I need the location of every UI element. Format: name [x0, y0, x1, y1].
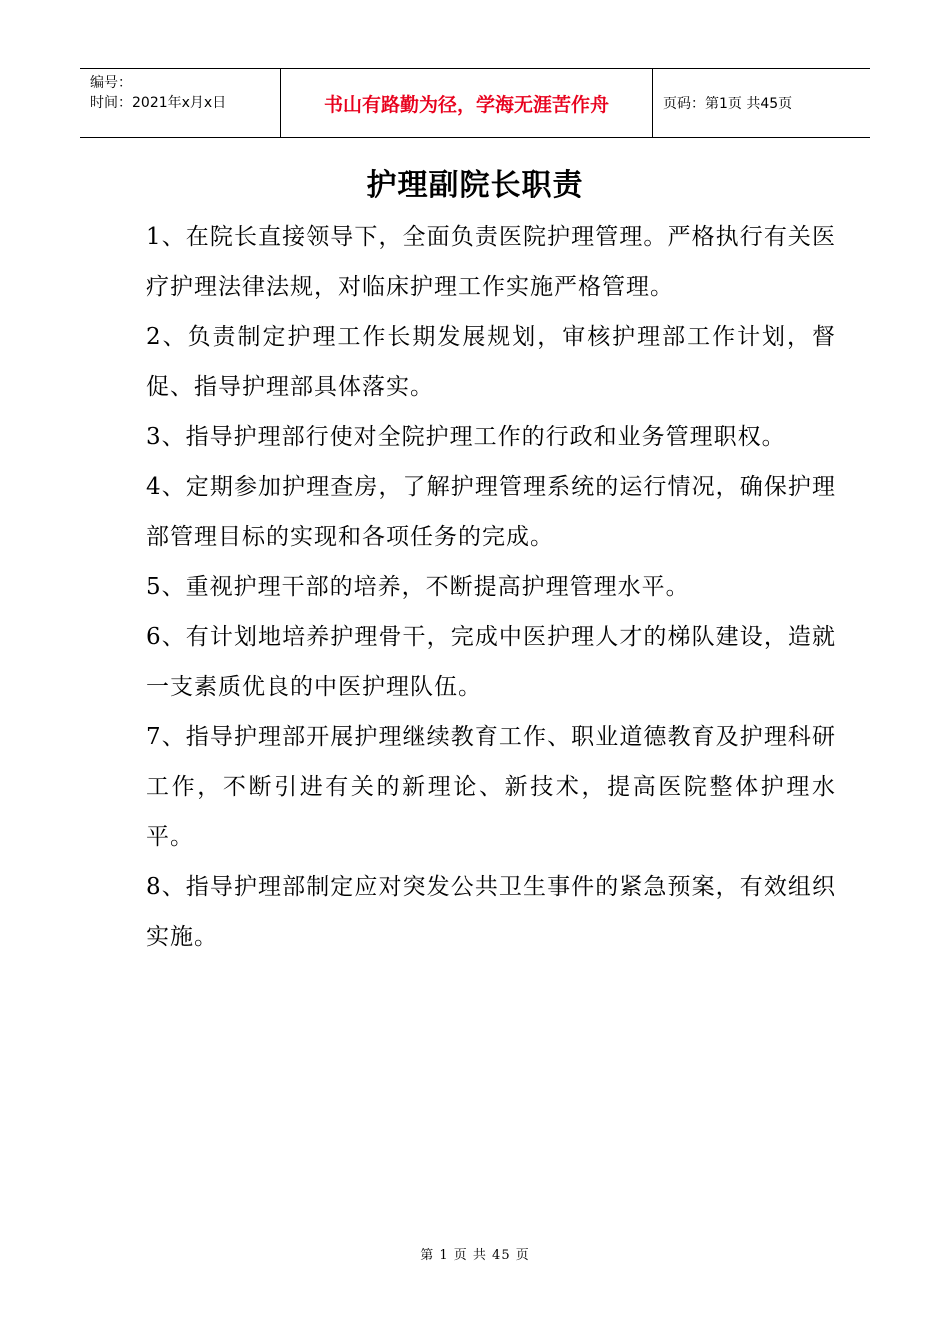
header-table — [80, 68, 870, 138]
header-info-cell — [80, 69, 281, 137]
page-footer: 第 1 页 共 45 页 — [420, 1248, 530, 1263]
duty-item-6: 6、有计划地培养护理骨干，完成中医护理人才的梯队建设，造就一支素质优良的中医护理队伍。 — [146, 624, 836, 700]
document-date-label: 时间：2021年x月x日 — [90, 95, 227, 111]
duty-item-7: 7、指导护理部开展护理继续教育工作、职业道德教育及护理科研工作，不断引进有关的新理论、新技术，提高医院整体护理水平。 — [146, 724, 836, 850]
header-motto: 书山有路勤为径，学海无涯苦作舟 — [323, 93, 609, 116]
document-title: 护理副院长职责 — [366, 168, 584, 203]
duty-item-1: 1、在院长直接领导下，全面负责医院护理管理。严格执行有关医疗护理法律法规，对临床护理工作实施严格管理。 — [146, 224, 836, 300]
header-page-cell — [653, 69, 870, 137]
duty-item-8: 8、指导护理部制定应对突发公共卫生事件的紧急预案，有效组织实施。 — [146, 874, 836, 950]
duty-item-2: 2、负责制定护理工作长期发展规划，审核护理部工作计划，督促、指导护理部具体落实。 — [146, 324, 836, 400]
duty-item-3: 3、指导护理部行使对全院护理工作的行政和业务管理职权。 — [146, 424, 786, 450]
duty-item-5: 5、重视护理干部的培养，不断提高护理管理水平。 — [146, 574, 690, 600]
document-body — [146, 212, 836, 962]
header-page-code: 页码：第1页 共45页 — [663, 96, 793, 112]
header-motto-cell — [281, 69, 653, 137]
duty-item-4: 4、定期参加护理查房，了解护理管理系统的运行情况，确保护理部管理目标的实现和各项任务的完成。 — [146, 474, 836, 550]
document-number-label: 编号： — [90, 75, 132, 91]
